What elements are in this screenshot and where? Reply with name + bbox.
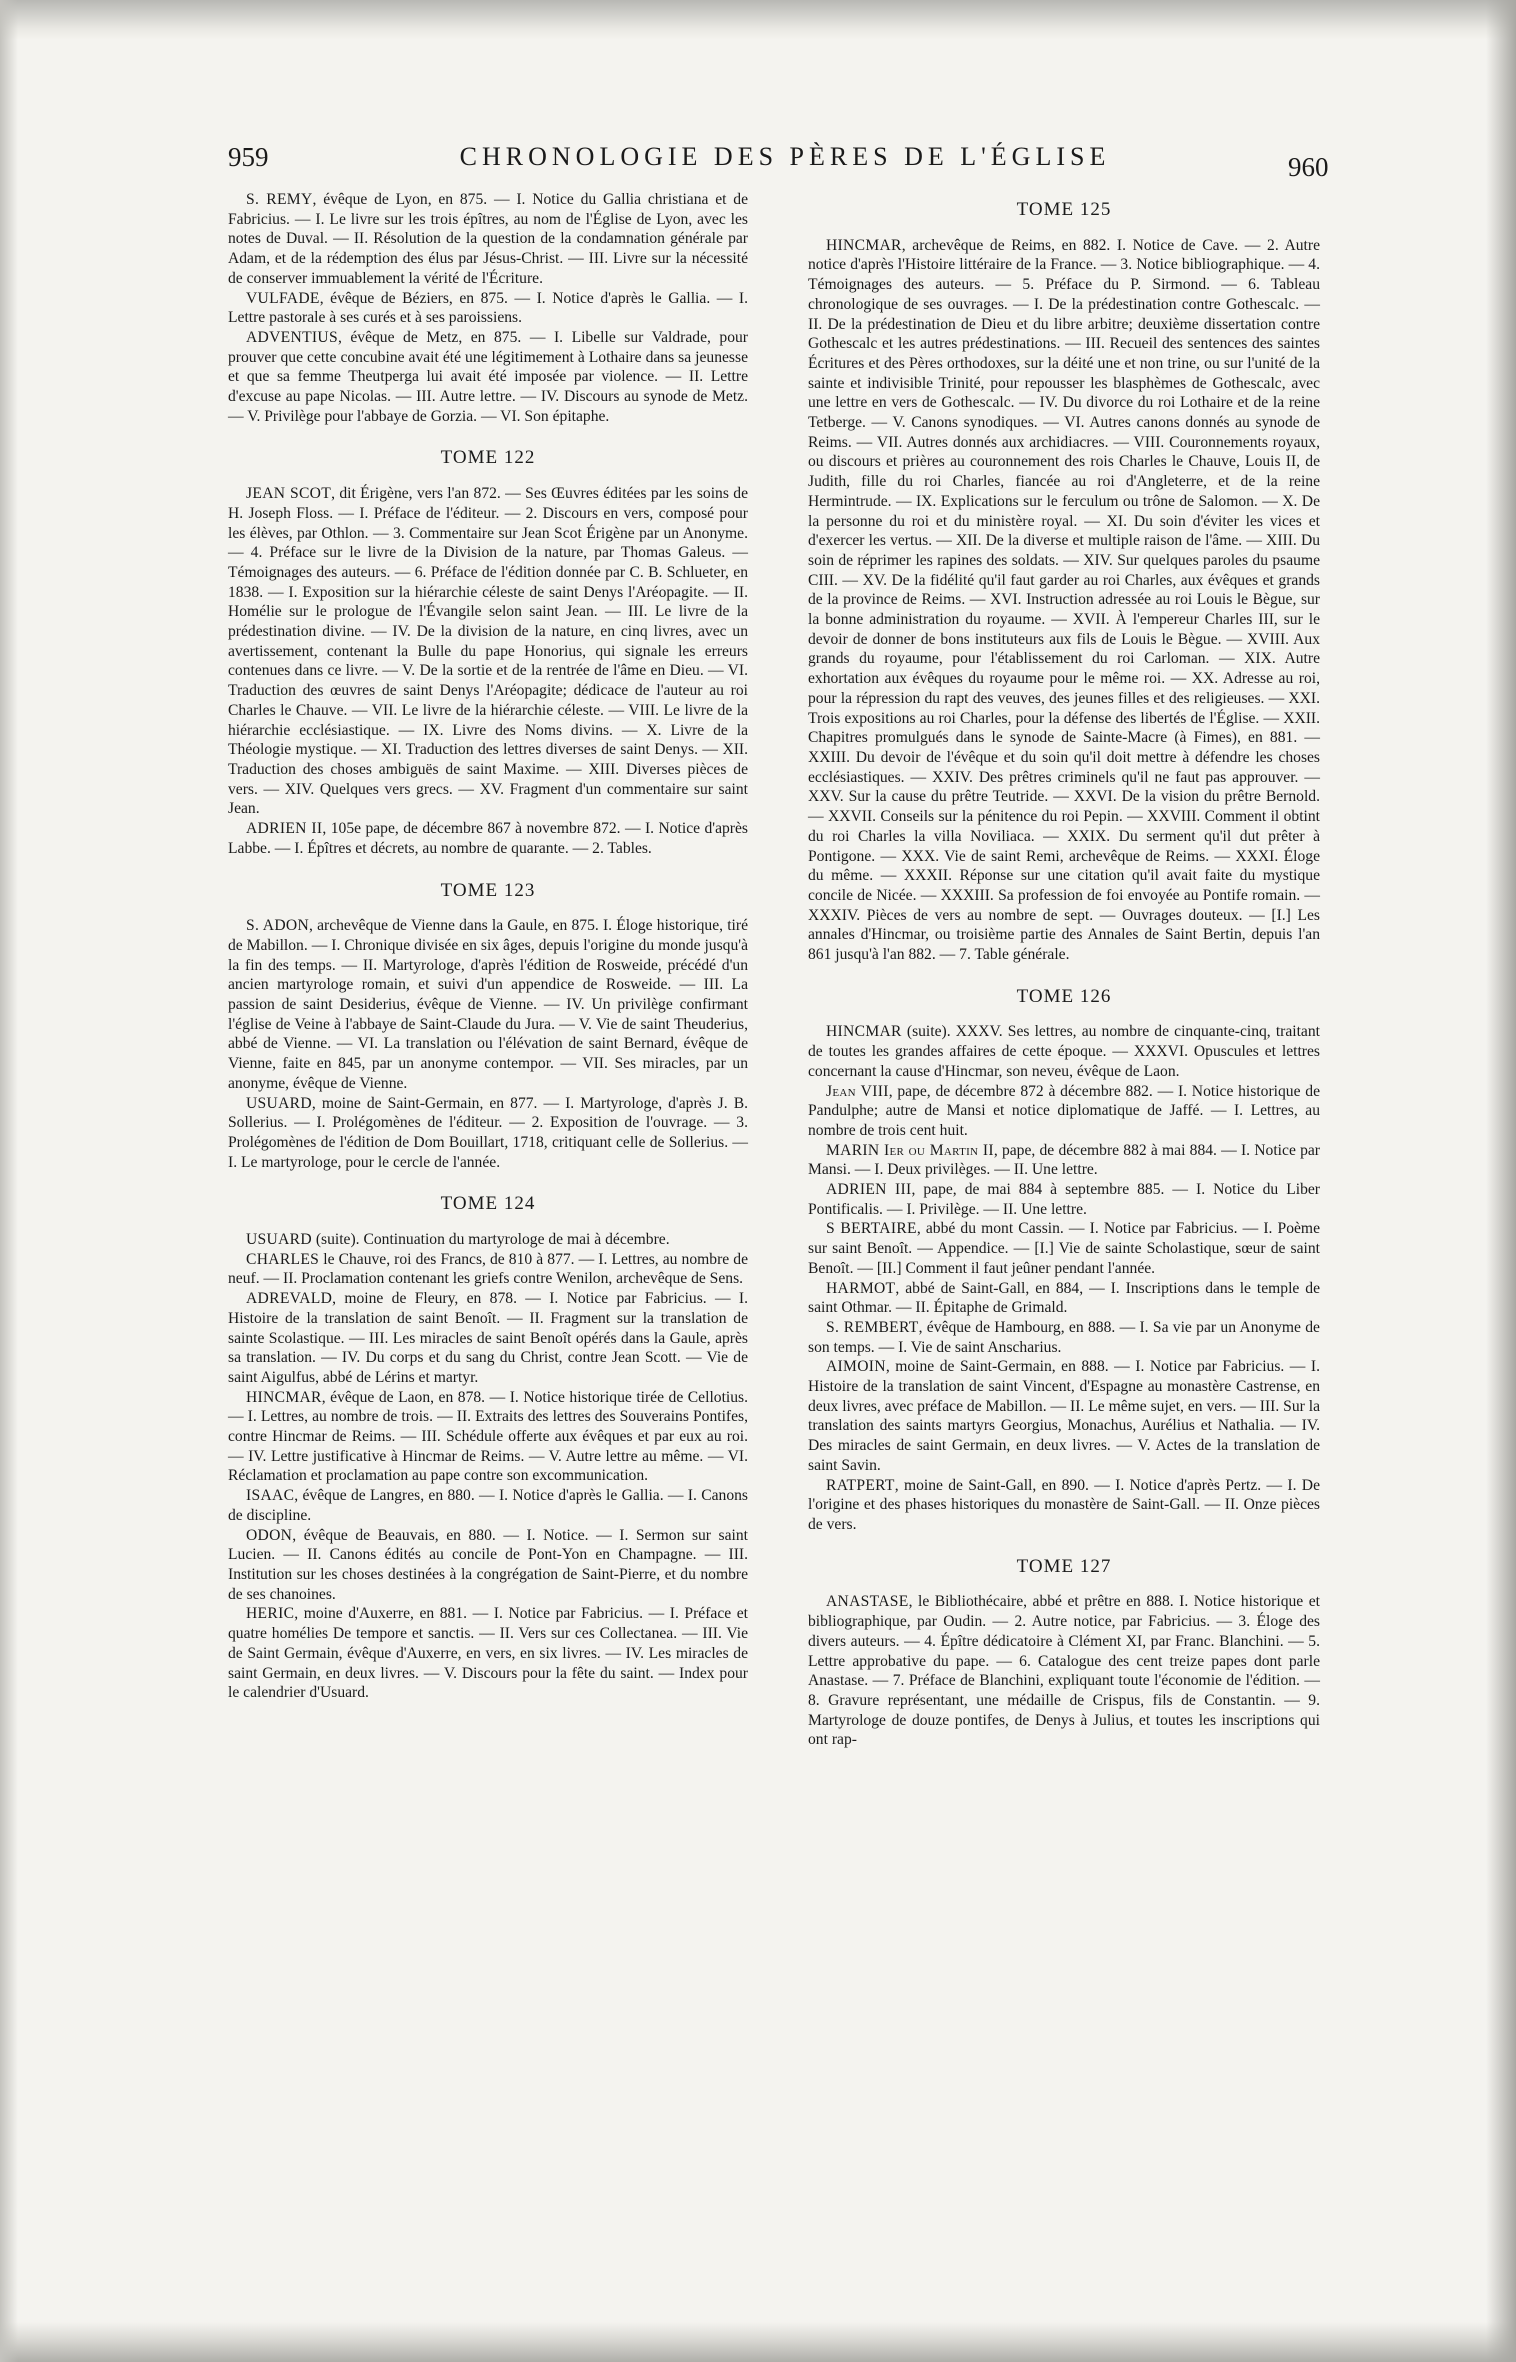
author-name: JEAN SCOT <box>246 485 332 503</box>
author-name: ADVENTIUS <box>246 328 338 346</box>
running-header: CHRONOLOGIE DES PÈRES DE L'ÉGLISE <box>459 142 1111 171</box>
catalog-entry <box>808 1279 1320 1318</box>
entry-text: , évêque de Hambourg, en 888. — I. Sa vie par un Anonyme de son temps. — I. Vie de saint Anscharius. <box>808 1318 1320 1356</box>
entry-text: , moine de Saint-Gall, en 890. — I. Notice d'après Pertz. — I. De l'origine et des phases historiques du monastère de Saint-Gall. — II. Onze pièces de vers. <box>808 1476 1320 1533</box>
catalog-entry <box>228 190 748 289</box>
author-name: USUARD <box>246 1094 312 1112</box>
entry-text: , moine d'Auxerre, en 881. — I. Notice par Fabricius. — I. Préface et quatre homélies De tempore et sanctis. — II. Vers sur ces Collectanea. — III. Vie de Saint Germain, évêque d'Auxerre, en vers, en six livres. — IV. Les miracles de saint Germain, en deux livres. — V. Discours pour la fête du saint. — Index pour le calendrier d'Usuard. <box>228 1605 748 1702</box>
author-name: ADRIEN III <box>826 1181 912 1199</box>
catalog-entry <box>228 1526 748 1605</box>
entry-text: , évêque de Laon, en 878. — I. Notice historique tirée de Cellotius. — I. Lettres, au nombre de trois. — II. Extraits des lettres des Souverains Pontifes, contre Hincmar de Reims. — III. Schédule offerte aux évêques et par eux au roi. — IV. Lettre justificative à Hincmar de Reims. — V. Autre lettre au même. — VI. Réclamation et proclamation au pape contre son excommunication. <box>228 1388 748 1485</box>
entry-text: , évêque de Béziers, en 875. — I. Notice d'après le Gallia. — I. Lettre pastorale à ses curés et à ses paroissiens. <box>228 289 748 327</box>
tome-heading: TOME 125 <box>1016 199 1112 220</box>
scan-edge-right <box>1486 0 1516 2362</box>
author-name: ANASTASE <box>826 1593 909 1611</box>
entry-text: , 105e pape, de décembre 867 à novembre 872. — I. Notice d'après Labbe. — I. Épîtres et décrets, au nombre de quarante. — 2. Tables. <box>228 820 748 857</box>
author-name: ISAAC <box>246 1487 295 1505</box>
entry-text: , pape, de décembre 882 à mai 884. — I. Notice par Mansi. — I. Deux privilèges. — II. Une lettre. <box>808 1141 1320 1179</box>
catalog-entry <box>808 1180 1320 1219</box>
catalog-entry <box>808 1318 1320 1357</box>
scan-edge-left <box>0 0 18 2362</box>
entry-text: (suite). Continuation du martyrologe de mai à décembre. <box>311 1231 670 1249</box>
author-name: ADREVALD <box>246 1290 333 1308</box>
catalog-entry <box>228 1289 748 1388</box>
entry-text: , dit Érigène, vers l'an 872. — Ses Œuvres éditées par les soins de H. Joseph Floss. — I. Préface de l'éditeur. — 2. Discours en vers, composé pour les élèves, par Othlon. — 3. Commentaire sur Jean Scot Érigène par un Anonyme. — 4. Préface sur le livre de la Division de la nature, par Thomas Galeus. — Témoignages des auteurs. — 6. Préface de l'édition donnée par C. B. Schlueter, en 1838. — I. Exposition sur la hiérarchie céleste de saint Denys l'Aréopagite. — II. Homélie sur le prologue de l'Évangile selon saint Jean. — III. Le livre de la prédestination divine. — IV. De la division de la nature, en cinq livres, avec un avertissement, contenant la Bulle du pape Honorius, qui signale les erreurs contenues dans ce livre. — V. De la sortie et de la rentrée de l'âme en Dieu. — VI. Traduction des œuvres de saint Denys l'Aréopagite; dédicace de l'auteur au roi Charles le Chauve. — VII. Le livre de la hiérarchie céleste. — VIII. Le livre de la hiérarchie ecclésiastique. — IX. Livre des Noms divins. — X. Livre de la Théologie mystique. — XI. Traduction des lettres diverses de saint Denys. — XII. Traduction des choses ambiguës de saint Maxime. — XIII. Diverses pièces de vers. — XIV. Quelques vers grecs. — XV. Fragment d'un commentaire sur saint Jean. <box>228 485 749 818</box>
author-name: RATPERT <box>826 1476 895 1494</box>
entry-text: , moine de Fleury, en 878. — I. Notice par Fabricius. — I. Histoire de la translation de saint Benoît. — II. Fragment sur la translation de sainte Scolastique. — III. Les miracles de saint Benoît opérés dans la Gaule, après sa translation. — IV. Du corps et du sang du Christ, contre Jean Scott. — Vie de saint Aigulfus, abbé de Lérins et martyr. <box>228 1290 748 1386</box>
entry-text: , le Bibliothécaire, abbé et prêtre en 888. I. Notice historique et bibliographique, par Oudin. — 2. Autre notice, par Fabricius. — 3. Éloge des divers auteurs. — 4. Épître dédicatoire à Clément XI, par Franc. Blanchini. — 5. Lettre approbative du pape. — 6. Catalogue des cent treize papes dont parle Anastase. — 7. Préface de Blanchini, expliquant toute l'économie de l'édition. — 8. Gravure représentant, une médaille de Crispus, fils de Constantin. — 9. Martyrologe de douze pontifes, de Denys à Julius, et toutes les inscriptions qui ont rap- <box>808 1593 1320 1749</box>
catalog-entry <box>228 484 748 819</box>
tome-heading: TOME 123 <box>440 879 536 901</box>
catalog-entry <box>808 1357 1320 1475</box>
author-name: HINCMAR <box>826 236 902 254</box>
catalog-entry <box>228 1486 748 1525</box>
author-name: HERIC <box>246 1605 295 1623</box>
catalog-entry <box>228 1094 748 1173</box>
entry-text: , abbé de Saint-Gall, en 884, — I. Inscriptions dans le temple de saint Othmar. — II. Épitaphe de Grimald. <box>808 1279 1320 1317</box>
catalog-entry <box>228 1230 748 1250</box>
scan-edge-top <box>0 0 1516 40</box>
scan-edge-bottom <box>0 2322 1516 2362</box>
entry-text: le Chauve, roi des Francs, de 810 à 877. — I. Lettres, au nombre de neuf. — II. Proclamation contenant les griefs contre Wenilon, archevêque de Sens. <box>228 1250 748 1288</box>
entry-text: , abbé du mont Cassin. — I. Notice par Fabricius. — I. Poème sur saint Benoît. — Appendice. — [I.] Vie de sainte Scholastique, sœur de saint Benoît. — [II.] Comment il faut jeûner pendant l'année. <box>808 1220 1320 1277</box>
catalog-entry <box>228 1604 748 1703</box>
tome-heading: TOME 122 <box>440 447 536 469</box>
catalog-entry <box>228 328 748 427</box>
entry-text: , évêque de Lyon, en 875. — I. Notice du Gallia christiana et de Fabricius. — I. Le livre sur les trois épîtres, au nom de l'Église de Lyon, avec les notes de Duval. — II. Résolution de la question de la condamnation générale par Adam, et de la rédemption des élus par Jésus-Christ. — III. Livre sur la nécessité de conserver immuablement la vérité de l'Écriture. <box>228 191 748 287</box>
entry-text: (suite). XXXV. Ses lettres, au nombre de cinquante-cinq, traitant de toutes les grandes affaires de cette époque. — XXXVI. Opuscules et lettres concernant la cause d'Hincmar, son neveu, évêque de Laon. <box>808 1023 1320 1080</box>
entry-text: , pape, de mai 884 à septembre 885. — I. Notice du Liber Pontificalis. — I. Privilège. — II. Une lettre. <box>808 1181 1320 1218</box>
author-name: AIMOIN <box>826 1358 886 1376</box>
catalog-entry <box>808 1476 1320 1535</box>
author-name: USUARD <box>246 1231 312 1249</box>
catalog-entry <box>808 1592 1320 1750</box>
catalog-entry <box>228 289 748 328</box>
right-column <box>808 200 1320 1750</box>
tome-heading: TOME 127 <box>1016 1555 1112 1577</box>
author-name: HINCMAR <box>246 1388 322 1406</box>
author-name: HARMOT <box>826 1279 896 1297</box>
page-number-right: 960 <box>1288 152 1329 182</box>
entry-text: , évêque de Metz, en 875. — I. Libelle sur Valdrade, pour prouver que cette concubine avait été une légitimement à Lothaire dans sa jeunesse et que sa femme Theutperga lui avait été imposée par violence. — II. Lettre d'excuse au pape Nicolas. — III. Autre lettre. — IV. Discours au synode de Metz. — V. Privilège pour l'abbaye de Gorzia. — VI. Son épitaphe. <box>228 328 748 425</box>
catalog-entry <box>808 236 1320 965</box>
tome-heading: TOME 126 <box>1016 985 1112 1007</box>
author-name: VULFADE <box>246 289 320 307</box>
catalog-entry <box>808 1082 1320 1141</box>
catalog-entry <box>808 1022 1320 1081</box>
catalog-entry <box>228 916 748 1093</box>
author-name: ADRIEN II <box>246 820 323 838</box>
author-name: S. ADON <box>246 917 310 935</box>
entry-text: , évêque de Langres, en 880. — I. Notice d'après le Gallia. — I. Canons de discipline. <box>228 1487 748 1524</box>
entry-text: , évêque de Beauvais, en 880. — I. Notice. — I. Sermon sur saint Lucien. — II. Canons édités au concile de Pont-Yon en Champagne. — III. Institution sur les choses destinées à la congrégation de Saint-Pierre, et du nombre de ses chanoines. <box>228 1526 748 1603</box>
catalog-entry <box>228 1250 748 1289</box>
author-name: Jean VIII <box>826 1082 889 1100</box>
entry-text: , moine de Saint-Germain, en 877. — I. Martyrologe, d'après J. B. Sollerius. — I. Prolégomènes de l'éditeur. — 2. Exposition de l'ouvrage. — 3. Prolégomènes de l'édition de Dom Bouillart, 1718, critiquant celle de Sollerius. — I. Le martyrologe, pour le cercle de l'année. <box>228 1094 748 1171</box>
author-name: S BERTAIRE <box>826 1220 917 1238</box>
catalog-entry <box>808 1141 1320 1180</box>
entry-text: , moine de Saint-Germain, en 888. — I. Notice par Fabricius. — I. Histoire de la translation de saint Vincent, d'Espagne au monastère Castrense, en deux livres, avec préface de Mabillon. — II. Le même sujet, en vers. — III. Sur la translation des saints martyrs Georgius, Monachus, Aurélius et Nathalia. — IV. Des miracles de saint Germain, en deux livres. — V. Actes de la translation de saint Savin. <box>808 1358 1320 1474</box>
catalog-entry <box>808 1219 1320 1278</box>
tome-heading: TOME 124 <box>440 1193 536 1215</box>
author-name: HINCMAR <box>826 1023 902 1041</box>
entry-text: , archevêque de Vienne dans la Gaule, en 875. I. Éloge historique, tiré de Mabillon. — I. Chronique divisée en six âges, depuis l'origine du monde jusqu'à la fin des temps. — II. Martyrologe, d'après l'édition de Rosweide, précédé d'un ancien martyrologe romain, et suivi d'un appendice de Rosweide. — III. La passion de saint Desiderius, évêque de Vienne. — IV. Un privilège confirmant l'église de Veine à l'abbaye de Saint-Claude du Jura. — V. Vie de saint Theuderius, abbé de Vienne. — VI. La translation ou l'élévation de saint Bernard, évêque de Vienne, faite en 845, par un anonyme contempor. — VII. Ses miracles, par un anonyme, évêque de Vienne. <box>228 917 748 1092</box>
left-column <box>228 190 748 1703</box>
author-name: MARIN Ier ou Martin II <box>826 1141 994 1159</box>
author-name: S. REMY <box>246 191 313 208</box>
catalog-entry <box>228 819 748 858</box>
author-name: ODON <box>246 1526 293 1544</box>
entry-text: , archevêque de Reims, en 882. I. Notice de Cave. — 2. Autre notice d'après l'Histoire littéraire de la France. — 3. Notice bibliographique. — 4. Témoignages des auteurs. — 5. Préface du P. Sirmond. — 6. Tableau chronologique de ses ouvrages. — I. De la prédestination contre Gothescalc. — II. De la prédestination de Dieu et du libre arbitre; deuxième dissertation contre Gothescalc et les autres prédestinations. — III. Recueil des sentences des saintes Écritures et des Pères orthodoxes, sur la déité une et non trine, ou sur l'unité de la sainte et indivisible Trinité, pour repousser les blasphèmes de Gothescalc, avec une lettre en vers de Gothescalc. — IV. Du divorce du roi Lothaire et de la reine Tetberge. — V. Canons synodiques. — VI. Autres canons donnés au synode de Reims. — VII. Autres donnés aux archidiacres. — VIII. Couronnements royaux, ou discours et prières au couronnement des rois Charles le Chauve, Louis II, de Judith, fille du roi Charles, fiancée au roi d'Angleterre, et de la reine Hermintrude. — IX. Explications sur le ferculum ou trône de Salomon. — X. De la personne du roi et du ministère royal. — XI. Du soin d'éviter les vices et d'exercer les vertus. — XII. De la diverse et multiple raison de l'âme. — XIII. Du soin de réprimer les rapines des soldats. — XIV. Sur quelques paroles du psaume CIII. — XV. De la fidélité qu'il faut garder au roi Charles, aux évêques et grands de la province de Reims. — XVI. Instruction adressée au roi Louis le Bègue, sur la bonne administration du royaume. — XVII. À l'empereur Charles III, sur le devoir de donner de bons instituteurs aux fils de Louis le Bègue. — XVIII. Aux grands du royaume, pour l'établissement du roi Carloman. — XIX. Autre exhortation aux évêques du royaume pour le même roi. — XX. Adresse au roi, pour la répression du rapt des veuves, des jeunes filles et des religieuses. — XXI. Trois expositions au roi Charles, pour la défense des libertés de l'Église. — XXII. Chapitres promulgués dans le synode de Sainte-Macre (à Fimes), en 881. — XXIII. Du devoir de l'évêque et du soin qu'il doit mettre à défendre les choses ecclésiastiques. — XXIV. Des prêtres criminels qu'il ne faut pas approuver. — XXV. Sur la cause du prêtre Teutride. — XXVI. De la vision du prêtre Bernold. — XXVII. Conseils sur la pénitence du roi Pepin. — XXVIII. Comment il obtint du roi Charles la villa Noviliaca. — XXIX. Du serment qu'il dut prêter à Pontigone. — XXX. Vie de saint Remi, archevêque de Reims. — XXXI. Éloge du même. — XXXII. Réponse sur une citation qu'il avait faite du mystique concile de Nicée. — XXXIII. Sa profession de foi envoyée au Pontife romain. — XXXIV. Pièces de vers au nombre de sept. — Ouvrages douteux. — [I.] Les annales d'Hincmar, ou troisième partie des Annales de Saint Bertin, depuis l'an 861 jusqu'à l'an 882. — 7. Table générale. <box>808 236 1320 964</box>
entry-text: , pape, de décembre 872 à décembre 882. — I. Notice historique de Pandulphe; autre de Mansi et notice diplomatique de Jaffé. — I. Lettres, au nombre de trois cent huit. <box>808 1082 1320 1139</box>
catalog-entry <box>228 1388 748 1487</box>
author-name: CHARLES <box>246 1250 320 1268</box>
author-name: S. REMBERT <box>826 1318 919 1336</box>
page-number-left: 959 <box>228 142 269 172</box>
